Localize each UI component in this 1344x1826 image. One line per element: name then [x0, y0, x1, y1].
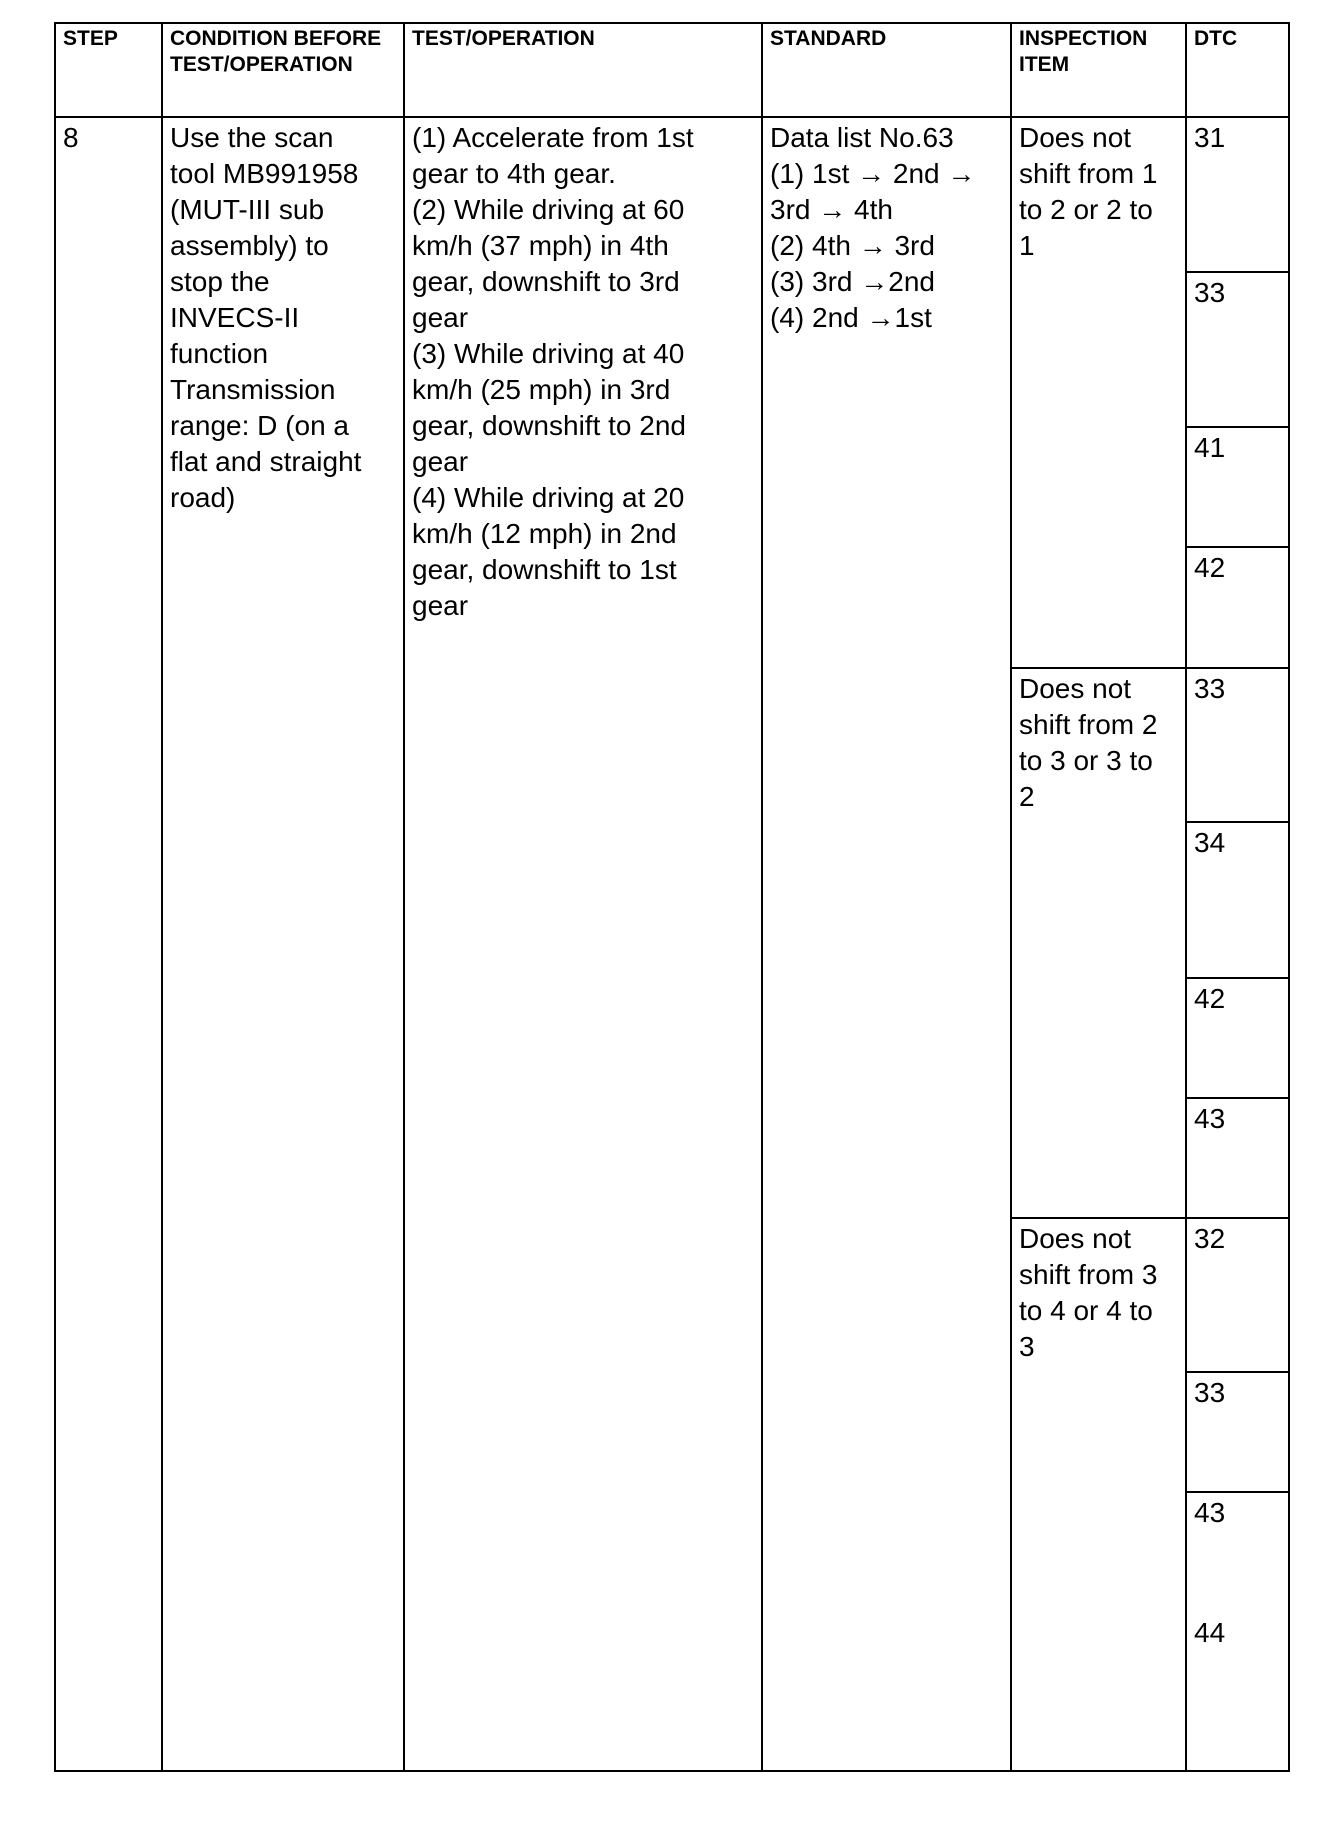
dtc-divider: [1185, 977, 1290, 979]
dtc-code: 32: [1194, 1223, 1226, 1254]
header-dtc: DTC: [1194, 27, 1238, 50]
header-inspection-item: INSPECTION ITEM: [1019, 27, 1148, 76]
column-divider: [761, 22, 763, 1772]
table-border-top: [54, 22, 1290, 24]
condition-text: Use the scan tool MB991958 (MUT-III sub assembly) to stop the INVECS-II function Transmission range: D (on a flat and straight road): [170, 122, 362, 513]
dtc-divider: [1185, 1371, 1290, 1373]
dtc-divider: [1185, 821, 1290, 823]
column-divider: [1185, 22, 1187, 1772]
header-condition: CONDITION BEFORE TEST/OPERATION: [170, 27, 382, 76]
standard-text: Data list No.63 (1) 1st → 2nd → 3rd → 4th (2) 4th → 3rd (3) 3rd →2nd (4) 2nd →1st: [770, 122, 976, 333]
dtc-code: 33: [1194, 673, 1226, 704]
dtc-code: 33: [1194, 1377, 1226, 1408]
inspection-item: Does not shift from 2 to 3 or 3 to 2: [1019, 673, 1158, 812]
header-test-operation: TEST/OPERATION: [412, 27, 595, 50]
table-border-bottom: [54, 1770, 1290, 1772]
test-operation-text: (1) Accelerate from 1st gear to 4th gear. (2) While driving at 60 km/h (37 mph) in 4th gear, downshift to 3rd gear (3) While driving at 40 km/h (25 mph) in 3rd gear, downshift to 2nd gear (4) While driving at 20 km/h (12 mph) in 2nd gear, downshift to 1st gear: [412, 122, 694, 621]
dtc-code: 41: [1194, 432, 1226, 463]
dtc-divider: [1185, 1097, 1290, 1099]
dtc-code: 42: [1194, 552, 1226, 583]
header-standard: STANDARD: [770, 27, 887, 50]
dtc-code: 31: [1194, 122, 1226, 153]
dtc-code: 44: [1194, 1617, 1226, 1648]
dtc-code: 42: [1194, 983, 1226, 1014]
dtc-code: 43: [1194, 1103, 1226, 1134]
dtc-divider: [1185, 1491, 1290, 1493]
row-divider: [1010, 1217, 1290, 1219]
dtc-divider: [1185, 271, 1290, 273]
dtc-divider: [1185, 546, 1290, 548]
header-divider: [54, 116, 1290, 118]
row-divider: [1010, 667, 1290, 669]
inspection-item: Does not shift from 3 to 4 or 4 to 3: [1019, 1223, 1158, 1362]
column-divider: [403, 22, 405, 1772]
header-step: STEP: [63, 27, 118, 50]
column-divider: [1010, 22, 1012, 1772]
table-border-right: [1288, 22, 1290, 1772]
column-divider: [161, 22, 163, 1772]
step-number: 8: [63, 122, 79, 153]
table-border-left: [54, 22, 56, 1772]
diagnosis-table: [54, 22, 1290, 1772]
dtc-code: 33: [1194, 277, 1226, 308]
dtc-code: 43: [1194, 1497, 1226, 1528]
dtc-code: 34: [1194, 827, 1226, 858]
inspection-item: Does not shift from 1 to 2 or 2 to 1: [1019, 122, 1158, 261]
dtc-divider: [1185, 426, 1290, 428]
